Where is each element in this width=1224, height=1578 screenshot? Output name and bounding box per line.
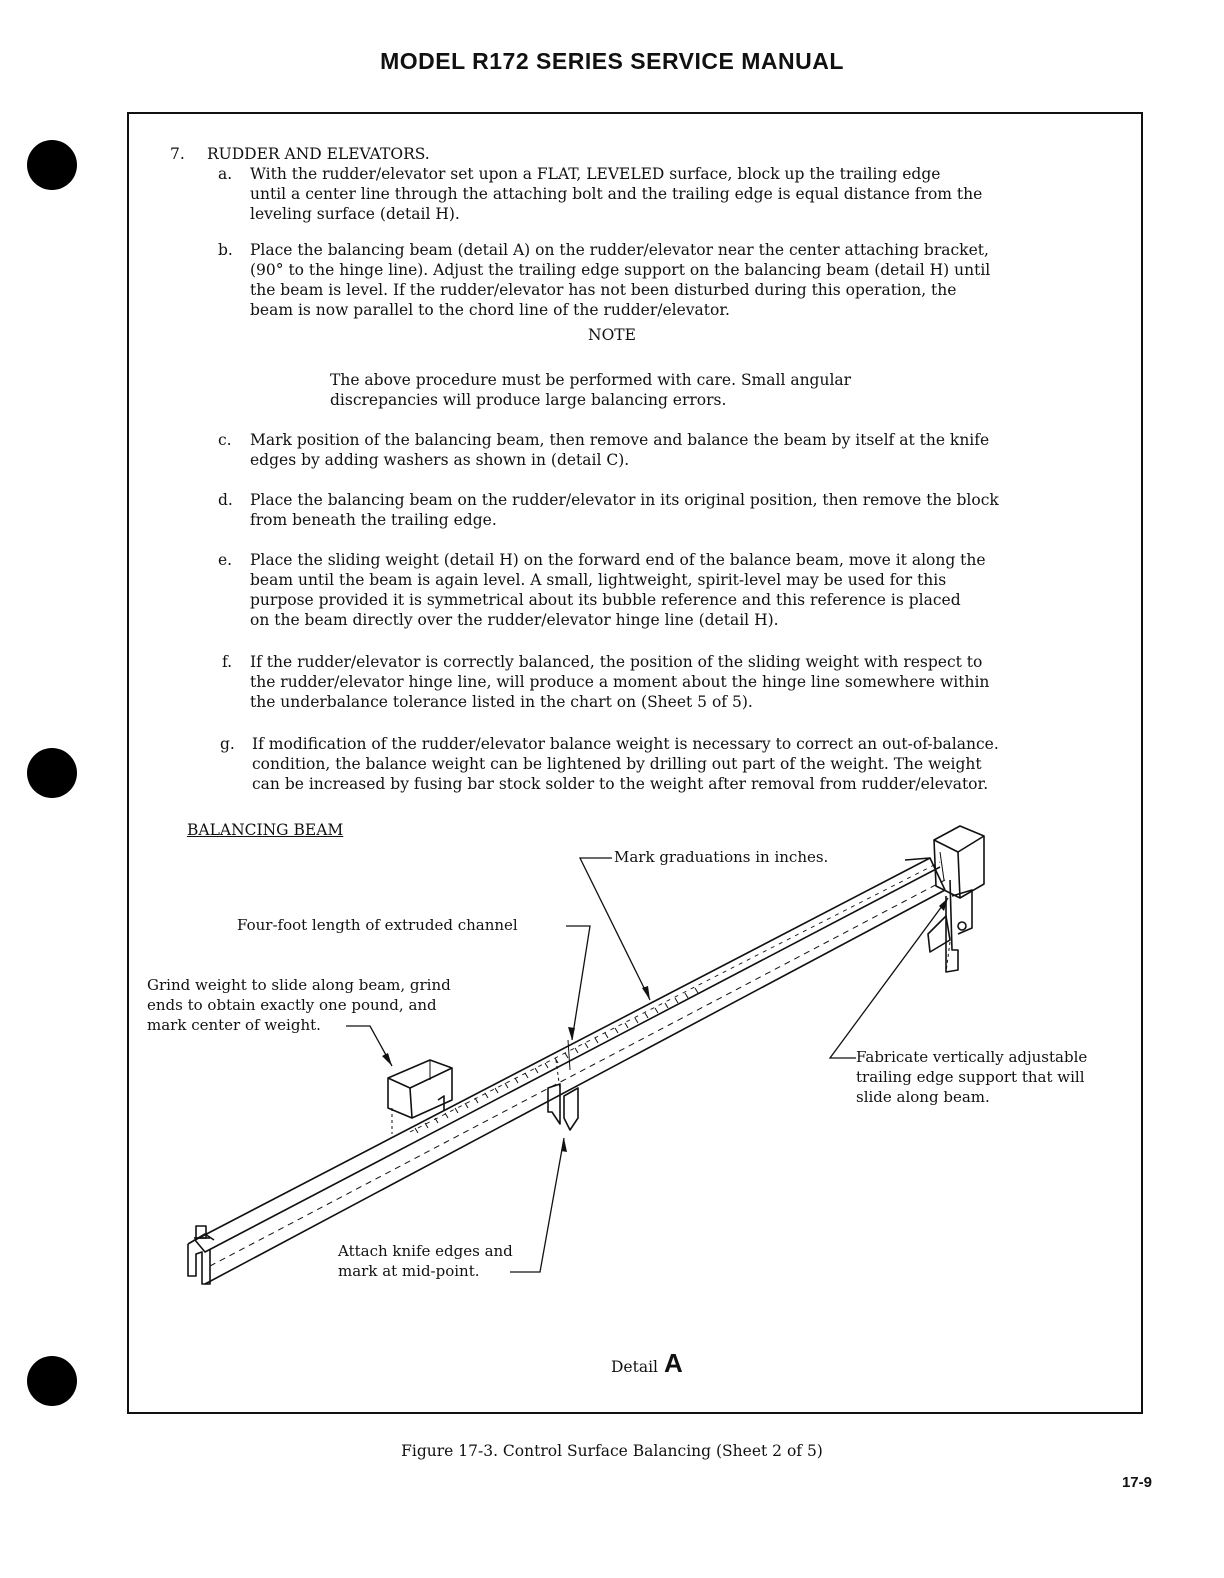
para-letter: e. [218, 551, 233, 569]
label-channel: Four-foot length of extruded channel [237, 916, 518, 934]
para-line: the underbalance tolerance listed in the chart on (Sheet 5 of 5). [250, 693, 753, 711]
para-letter: d. [218, 491, 233, 509]
note-title: NOTE [588, 326, 636, 344]
para-letter: g. [220, 735, 235, 753]
label-weight-line: ends to obtain exactly one pound, and [147, 996, 437, 1014]
label-weight-line: mark center of weight. [147, 1016, 321, 1034]
para-line: purpose provided it is symmetrical about its bubble reference and this reference is placed [250, 591, 961, 609]
para-line: until a center line through the attaching bolt and the trailing edge is equal distance from the [250, 185, 983, 203]
para-line: leveling surface (detail H). [250, 205, 460, 223]
figure-caption: Figure 17-3. Control Surface Balancing (Sheet 2 of 5) [401, 1442, 823, 1460]
para-line: beam until the beam is again level. A small, lightweight, spirit-level may be used for this [250, 571, 947, 589]
figure-heading: BALANCING BEAM [187, 821, 344, 839]
para-letter: b. [218, 241, 233, 259]
para-line: beam is now parallel to the chord line of the rudder/elevator. [250, 301, 730, 319]
note-line: The above procedure must be performed with care. Small angular [330, 371, 852, 389]
para-letter: f. [222, 653, 233, 671]
para-line: If the rudder/elevator is correctly balanced, the position of the sliding weight with respect to [250, 653, 983, 671]
para-line: the rudder/elevator hinge line, will produce a moment about the hinge line somewhere within [250, 673, 990, 691]
para-line: on the beam directly over the rudder/elevator hinge line (detail H). [250, 611, 779, 629]
section-title: RUDDER AND ELEVATORS. [207, 145, 430, 163]
para-line: condition, the balance weight can be lightened by drilling out part of the weight. The weight [252, 755, 982, 773]
para-line: from beneath the trailing edge. [250, 511, 497, 529]
label-support-line: slide along beam. [856, 1088, 990, 1106]
para-line: Place the balancing beam (detail A) on the rudder/elevator near the center attaching bracket, [250, 241, 989, 259]
detail-text: Detail [611, 1358, 658, 1376]
para-line: Mark position of the balancing beam, then remove and balance the beam by itself at the knife [250, 431, 990, 449]
para-line: Place the balancing beam on the rudder/elevator in its original position, then remove the block [250, 491, 999, 509]
label-weight-line: Grind weight to slide along beam, grind [147, 976, 451, 994]
detail-letter: A [663, 1348, 683, 1378]
detail-label [611, 1348, 683, 1379]
label-knife-line: Attach knife edges and [338, 1242, 513, 1260]
para-line: If modification of the rudder/elevator balance weight is necessary to correct an out-of-balance. [252, 735, 999, 753]
page-header: MODEL R172 SERIES SERVICE MANUAL [380, 48, 844, 74]
para-line: (90° to the hinge line). Adjust the trailing edge support on the balancing beam (detail H) until [250, 261, 991, 279]
para-line: With the rudder/elevator set upon a FLAT, LEVELED surface, block up the trailing edge [250, 165, 941, 183]
label-support-line: Fabricate vertically adjustable [856, 1048, 1088, 1066]
label-knife-line: mark at mid-point. [338, 1262, 480, 1280]
para-line: edges by adding washers as shown in (detail C). [250, 451, 630, 469]
para-line: can be increased by fusing bar stock solder to the weight after removal from rudder/elevator. [252, 775, 989, 793]
para-line: Place the sliding weight (detail H) on the forward end of the balance beam, move it along the [250, 551, 986, 569]
para-line: the beam is level. If the rudder/elevator has not been disturbed during this operation, the [250, 281, 957, 299]
para-letter: a. [218, 165, 233, 183]
note-line: discrepancies will produce large balancing errors. [330, 391, 727, 409]
page-number: 17-9 [1121, 1474, 1152, 1491]
para-letter: c. [218, 431, 232, 449]
section-number: 7. [170, 145, 185, 163]
label-graduations: Mark graduations in inches. [614, 848, 829, 866]
label-support-line: trailing edge support that will [856, 1068, 1085, 1086]
